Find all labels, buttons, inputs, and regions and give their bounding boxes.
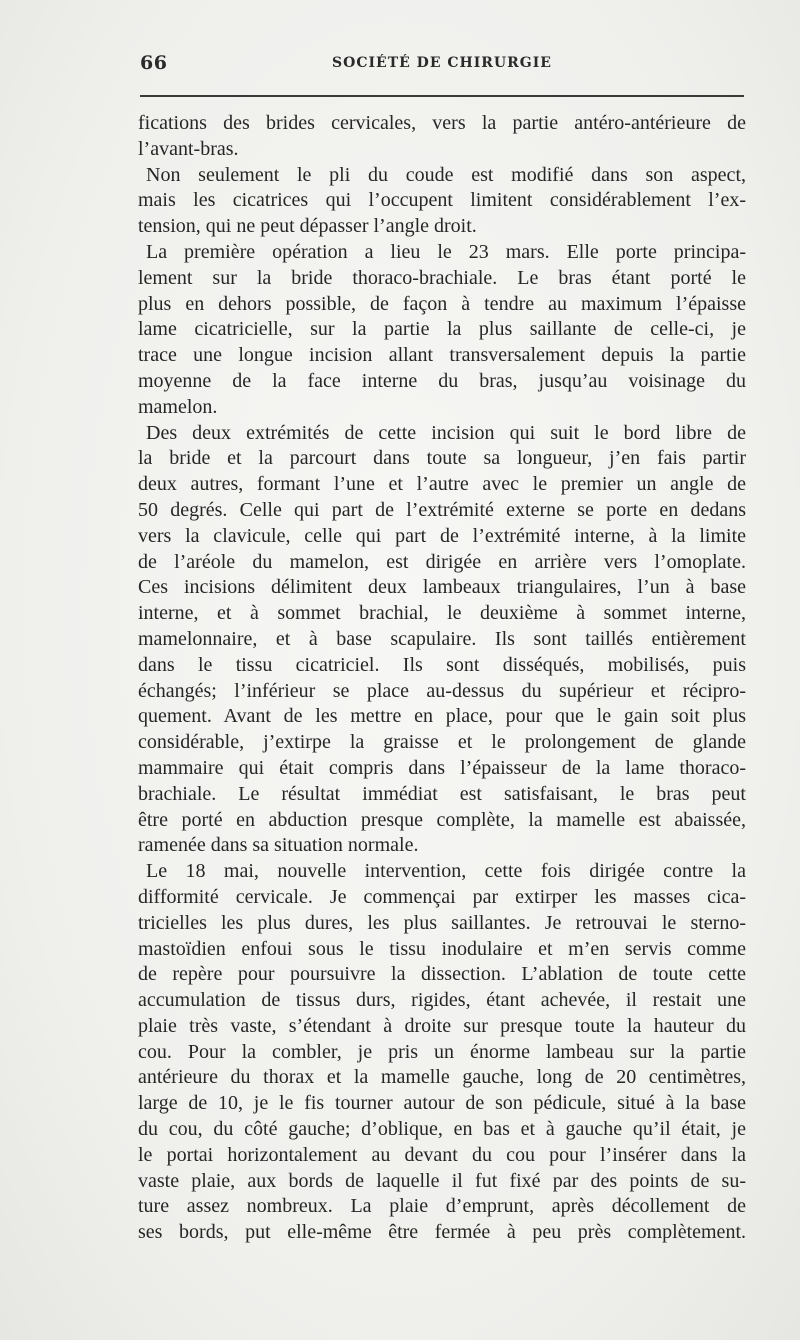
text-line: 50 degrés. Celle qui part de l’extrémité externe se porte en dedans <box>138 498 746 521</box>
text-line: Ces incisions délimitent deux lambeaux triangulaires, l’un à base <box>138 576 746 599</box>
text-line: mamelonnaire, et à base scapulaire. Ils sont taillés entièrement <box>138 627 746 650</box>
text-line: trace une longue incision allant transversalement depuis la partie <box>138 344 746 367</box>
text-line: dans le tissu cicatriciel. Ils sont disséqués, mobilisés, puis <box>138 653 746 676</box>
text-line: fications des brides cervicales, vers la partie antéro-antérieure de <box>138 112 746 134</box>
text-line: tricielles les plus dures, les plus saillantes. Je retrouvai le sterno- <box>138 911 746 934</box>
text-line: du cou, du côté gauche; d’oblique, en bas et à gauche qu’il était, je <box>138 1118 746 1141</box>
text-line: ture assez nombreux. La plaie d’emprunt, après décollement de <box>138 1195 746 1218</box>
text-line: vaste plaie, aux bords de laquelle il fut fixé par des points de su- <box>138 1169 746 1192</box>
text-line: interne, et à sommet brachial, le deuxième à sommet interne, <box>138 602 746 625</box>
text-line: de repère pour poursuivre la dissection. L’ablation de toute cette <box>138 963 746 986</box>
page-header <box>140 52 744 78</box>
text-line: accumulation de tissus durs, rigides, étant achevée, il restait une <box>138 989 746 1012</box>
text-line: Non seulement le pli du coude est modifié dans son aspect, <box>146 163 746 186</box>
text-line: l’avant-bras. <box>138 137 239 160</box>
text-line: cou. Pour la combler, je pris un énorme lambeau sur la partie <box>138 1040 746 1063</box>
text-line: être porté en abduction presque complète, la mamelle est abaissée, <box>138 808 746 831</box>
text-line: Le 18 mai, nouvelle intervention, cette fois dirigée contre la <box>146 860 746 883</box>
text-line: quement. Avant de les mettre en place, pour que le gain soit plus <box>138 705 746 728</box>
text-line: moyenne de la face interne du bras, jusqu’au voisinage du <box>138 369 746 392</box>
text-line: plus en dehors possible, de façon à tendre au maximum l’épaisse <box>138 292 746 315</box>
running-head: SOCIÉTÉ DE CHIRURGIE <box>332 55 552 71</box>
text-line: mamelon. <box>138 395 218 418</box>
text-line: plaie très vaste, s’étendant à droite sur presque toute la hauteur du <box>138 1014 746 1037</box>
text-line: le portai horizontalement au devant du cou pour l’insérer dans la <box>138 1143 746 1166</box>
text-line: de l’aréole du mamelon, est dirigée en arrière vers l’omoplate. <box>138 550 746 573</box>
page-number: 66 <box>140 52 168 74</box>
text-line: tension, qui ne peut dépasser l’angle droit. <box>138 215 477 238</box>
text-line: difformité cervicale. Je commençai par extirper les masses cica- <box>138 885 746 908</box>
header-rule <box>140 95 744 97</box>
text-line: antérieure du thorax et la mamelle gauche, long de 20 centimètres, <box>138 1066 746 1089</box>
text-line: mammaire qui était compris dans l’épaisseur de la lame thoraco- <box>138 756 746 779</box>
text-line: Des deux extrémités de cette incision qui suit le bord libre de <box>146 421 746 444</box>
text-line: La première opération a lieu le 23 mars. Elle porte principa- <box>146 240 746 263</box>
text-line: considérable, j’extirpe la graisse et le prolongement de glande <box>138 731 746 754</box>
body-text <box>138 111 746 1246</box>
text-line: échangés; l’inférieur se place au-dessus du supérieur et récipro- <box>138 679 746 702</box>
text-line: mais les cicatrices qui l’occupent limitent considérablement l’ex- <box>138 189 746 212</box>
text-line: deux autres, formant l’une et l’autre avec le premier un angle de <box>138 473 746 496</box>
text-line: vers la clavicule, celle qui part de l’extrémité interne, à la limite <box>138 524 746 547</box>
text-line: la bride et la parcourt dans toute sa longueur, j’en fais partir <box>138 447 746 470</box>
text-line: ses bords, put elle-même être fermée à peu près complètement. <box>138 1221 746 1244</box>
text-line: brachiale. Le résultat immédiat est satisfaisant, le bras peut <box>138 782 746 805</box>
text-line: mastoïdien enfoui sous le tissu inodulaire et m’en servis comme <box>138 937 746 960</box>
text-line: lement sur la bride thoraco-brachiale. Le bras étant porté le <box>138 266 746 289</box>
text-line: lame cicatricielle, sur la partie la plus saillante de celle-ci, je <box>138 318 746 341</box>
text-line: ramenée dans sa situation normale. <box>138 834 419 857</box>
text-line: large de 10, je le fis tourner autour de son pédicule, situé à la base <box>138 1092 746 1115</box>
